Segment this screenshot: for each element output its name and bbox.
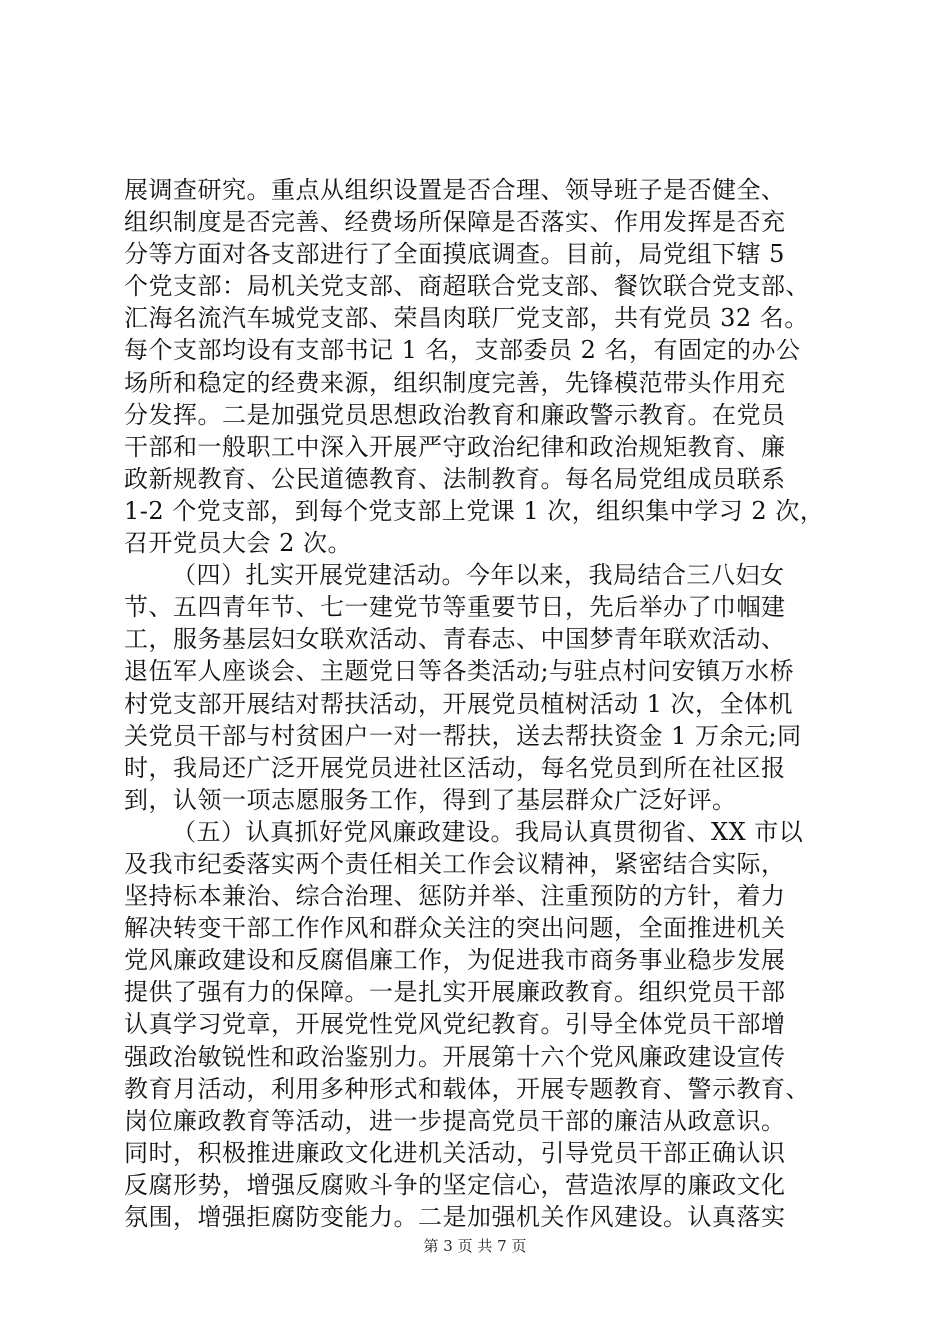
text-line: 汇海名流汽车城党支部、荣昌肉联厂党支部，共有党员 32 名。 [124,304,809,333]
text-line: 村党支部开展结对帮扶活动，开展党员植树活动 1 次，全体机 [124,689,794,718]
text-line: 提供了强有力的保障。一是扎实开展廉政教育。组织党员干部 [124,978,786,1007]
text-line: 干部和一般职工中深入开展严守政治纪律和政治规矩教育、廉 [124,432,786,461]
text-line: 同时，积极推进廉政文化进机关活动，引导党员干部正确认识 [124,1138,786,1167]
text-line: 个党支部：局机关党支部、商超联合党支部、餐饮联合党支部、 [124,272,810,301]
text-line: 场所和稳定的经费来源，组织制度完善，先锋模范带头作用充 [124,368,786,397]
text-line: 强政治敏锐性和政治鉴别力。开展第十六个党风廉政建设宣传 [124,1042,786,1071]
paragraph-first-line: （五）认真抓好党风廉政建设。我局认真贯彻省、XX 市以 [172,817,804,846]
text-line: 1-2 个党支部，到每个党支部上党课 1 次，组织集中学习 2 次， [124,496,825,525]
text-line: 召开党员大会 2 次。 [124,529,353,558]
text-line: 教育月活动，利用多种形式和载体，开展专题教育、警示教育、 [124,1074,810,1103]
page-number-footer: 第 3 页 共 7 页 [423,1237,527,1255]
text-line: 分发挥。二是加强党员思想政治教育和廉政警示教育。在党员 [124,400,786,429]
text-line: 氛围，增强拒腐防变能力。二是加强机关作风建设。认真落实 [124,1203,786,1231]
text-line: 时，我局还广泛开展党员进社区活动，每名党员到所在社区报 [124,753,786,782]
text-line: 组织制度是否完善、经费场所保障是否落实、作用发挥是否充 [124,208,786,237]
text-line: 及我市纪委落实两个责任相关工作会议精神，紧密结合实际， [124,849,786,878]
text-line: 认真学习党章，开展党性党风党纪教育。引导全体党员干部增 [124,1010,786,1039]
text-line: 每个支部均设有支部书记 1 名，支部委员 2 名，有固定的办公 [124,336,801,365]
text-line: 反腐形势，增强反腐败斗争的坚定信心，营造浓厚的廉政文化 [124,1170,786,1199]
text-line: 党风廉政建设和反腐倡廉工作，为促进我市商务事业稳步发展 [124,946,786,975]
paragraph-first-line: （四）扎实开展党建活动。今年以来，我局结合三八妇女 [172,561,785,590]
text-line: 坚持标本兼治、综合治理、惩防并举、注重预防的方针，着力 [124,882,786,911]
text-line: 退伍军人座谈会、主题党日等各类活动;与驻点村问安镇万水桥 [124,657,795,686]
text-line: 工，服务基层妇女联欢活动、青春志、中国梦青年联欢活动、 [124,625,786,654]
text-line: 关党员干部与村贫困户一对一帮扶，送去帮扶资金 1 万余元;同 [124,721,802,750]
text-line: 展调查研究。重点从组织设置是否合理、领导班子是否健全、 [124,176,786,204]
text-line: 节、五四青年节、七一建党节等重要节日，先后举办了巾帼建 [124,593,786,622]
text-line: 分等方面对各支部进行了全面摸底调查。目前，局党组下辖 5 [124,240,785,269]
document-body [124,174,844,1233]
text-line: 政新规教育、公民道德教育、法制教育。每名局党组成员联系 [124,464,786,493]
text-line: 解决转变干部工作作风和群众关注的突出问题，全面推进机关 [124,914,786,943]
text-line: 岗位廉政教育等活动，进一步提高党员干部的廉洁从政意识。 [124,1106,786,1135]
text-line: 到，认领一项志愿服务工作，得到了基层群众广泛好评。 [124,785,737,814]
